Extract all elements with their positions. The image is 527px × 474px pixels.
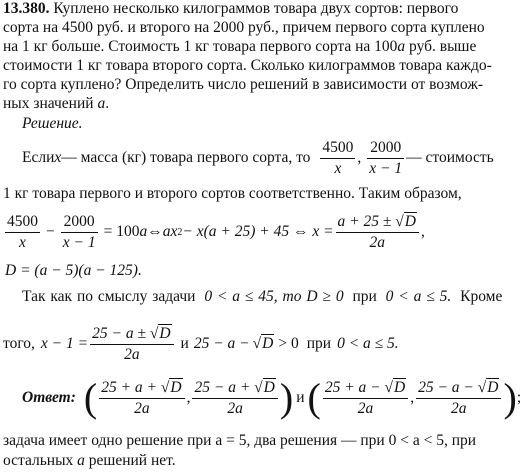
ans-d2: 2a (227, 399, 243, 417)
also-frac (90, 325, 173, 364)
ans-d4: 2a (451, 399, 467, 417)
condition-line (22, 288, 502, 306)
cond-post: Кроме (460, 288, 503, 305)
eq-f1-num: 4500 (5, 213, 40, 233)
solution-line-2: 1 кг товара первого и второго сортов соответственно. Таким образом, (3, 185, 462, 202)
final2-post: решений нет. (88, 452, 176, 469)
ans-n2 (192, 379, 277, 399)
cond-pre: Так как по смыслу задачи (22, 288, 196, 305)
intro-pre: Если (22, 149, 55, 166)
problem-line-5: го сорта куплено? Определить число решений в зависимости от возмож- (3, 76, 484, 93)
sqrt-icon: √D (149, 324, 171, 342)
ans-d3: 2a (357, 399, 374, 417)
eq-part1: = 100 (103, 223, 140, 240)
eq-a: a (139, 223, 148, 240)
problem-dot: . (105, 95, 110, 112)
ans-n3 (323, 379, 408, 399)
problem-line-1 (3, 0, 458, 18)
ans-comma-2: , (410, 389, 415, 406)
sqrt-icon: √D (254, 378, 275, 396)
cond-mid1: 0 < a ≤ 45, то D ≥ 0 (204, 288, 344, 305)
also-ineq: 25 − a − (193, 335, 250, 352)
fraction-2000-x-1 (367, 139, 404, 178)
sqrt-icon: √D (477, 378, 499, 396)
ans-frac-4 (416, 379, 501, 418)
right-paren-icon: ) (279, 375, 294, 420)
cond-when: при (352, 288, 377, 305)
also-ineq-D: D (262, 335, 274, 352)
eq-f2-num: 2000 (61, 213, 98, 233)
eq-frac-2 (61, 213, 98, 252)
fraction-4500-x (320, 139, 355, 178)
also-D: D (159, 324, 171, 342)
intro-post: — стоимость (406, 149, 494, 166)
intro-comma: , (357, 149, 362, 166)
eq-square: 2 (177, 226, 183, 238)
ans-n1-text: 25 + a + (101, 378, 158, 396)
frac1-num: 4500 (320, 139, 355, 159)
eq-f1-den: x (19, 233, 26, 251)
eq-end: , (420, 223, 425, 240)
ans-frac-1 (99, 379, 184, 418)
problem-line-2: сорта на 4500 руб. и второго на 2000 руб., причем первого сорта куплено (3, 19, 485, 36)
left-paren-icon: ( (307, 375, 321, 420)
problem-text-3b: руб. выше (409, 38, 477, 55)
ans-n2-text: 25 − a + (194, 378, 251, 396)
ans-n4-D: D (487, 378, 499, 396)
final-line-2 (3, 452, 176, 470)
frac2-num: 2000 (367, 139, 404, 159)
left-paren-icon: ( (83, 375, 98, 420)
problem-line-3 (3, 38, 476, 56)
ans-n4-text: 25 − a − (418, 378, 474, 396)
ans-and: и (296, 389, 305, 406)
ans-frac-3 (323, 379, 408, 418)
frac1-den: x (334, 159, 342, 177)
ans-d1: 2a (134, 399, 150, 417)
also-when: при (306, 335, 332, 352)
sqrt-icon: √D (395, 212, 416, 230)
answer-line (22, 372, 521, 424)
intro-x: x (54, 149, 62, 166)
eq-frac-3 (336, 213, 419, 252)
problem-text-1: Куплено несколько килограммов товара двух сортов: первого (53, 0, 459, 17)
sqrt-icon: √D (160, 378, 182, 396)
ans-comma-1: , (186, 389, 191, 406)
also-lhs: x − 1 = (40, 335, 89, 352)
also-pre: того, (3, 335, 35, 352)
eq-ax: ax (162, 223, 178, 240)
final-line-1: задача имеет одно решение при a = 5, два решения — при 0 < a < 5, при (3, 432, 477, 449)
ans-n1-D: D (170, 378, 182, 396)
frac2-den: x − 1 (369, 159, 403, 177)
eq-f2-den: x − 1 (62, 233, 96, 251)
main-equation (3, 208, 425, 256)
ans-n4 (416, 379, 501, 399)
problem-line-4: стоимости 1 кг товара второго сорта. Сколько килограммов товара каждо- (3, 57, 492, 74)
eq-minus: − (46, 223, 55, 240)
problem-var-a: a (397, 38, 406, 55)
eq-f3-num-text: a + 25 ± (337, 212, 392, 230)
cond-mid2: 0 < a ≤ 5. (385, 288, 452, 305)
ans-n3-D: D (394, 378, 406, 396)
also-den: 2a (124, 345, 140, 363)
also-and: и (180, 335, 189, 352)
ans-n3-text: 25 + a − (324, 378, 381, 396)
problem-number: 13.380. (3, 0, 50, 17)
intro-mid: — масса (кг) товара первого сорта, то (61, 149, 311, 166)
also-line (3, 320, 399, 368)
solution-heading: Решение. (22, 115, 83, 132)
also-range: 0 < a ≤ 5. (337, 335, 399, 352)
right-paren-icon: ) (503, 375, 517, 420)
problem-text-3: на 1 кг больше. Стоимость 1 кг товара первого сорта на 100 (3, 38, 398, 55)
eq-f3-D: D (404, 212, 416, 230)
solution-intro (22, 136, 494, 180)
sqrt-icon: √D (384, 378, 406, 396)
eq-f3-num (336, 213, 419, 233)
ans-n2-D: D (263, 378, 275, 396)
ans-n1 (99, 379, 184, 399)
eq-f3-den: 2a (369, 233, 385, 251)
also-num-text: 25 − a ± (92, 324, 146, 342)
eq-part2: ⇔ (147, 223, 163, 240)
eq-frac-1 (5, 213, 40, 252)
final2-pre: остальных (3, 452, 74, 469)
problem-text-6: ных значений (3, 95, 94, 112)
sqrt-icon: √D (252, 335, 274, 352)
eq-part3: − x(a + 25) + 45 ⇔ x = (182, 223, 334, 240)
problem-var-a-2: a (97, 95, 106, 112)
ans-frac-2 (192, 379, 277, 418)
also-gt: > 0 (278, 335, 299, 352)
also-num (90, 325, 173, 345)
answer-label: Ответ: (22, 389, 76, 406)
ans-end: ; (516, 389, 522, 406)
final2-a: a (77, 452, 85, 469)
discriminant: D = (a − 5)(a − 125). (5, 262, 142, 279)
problem-line-6 (3, 95, 109, 113)
